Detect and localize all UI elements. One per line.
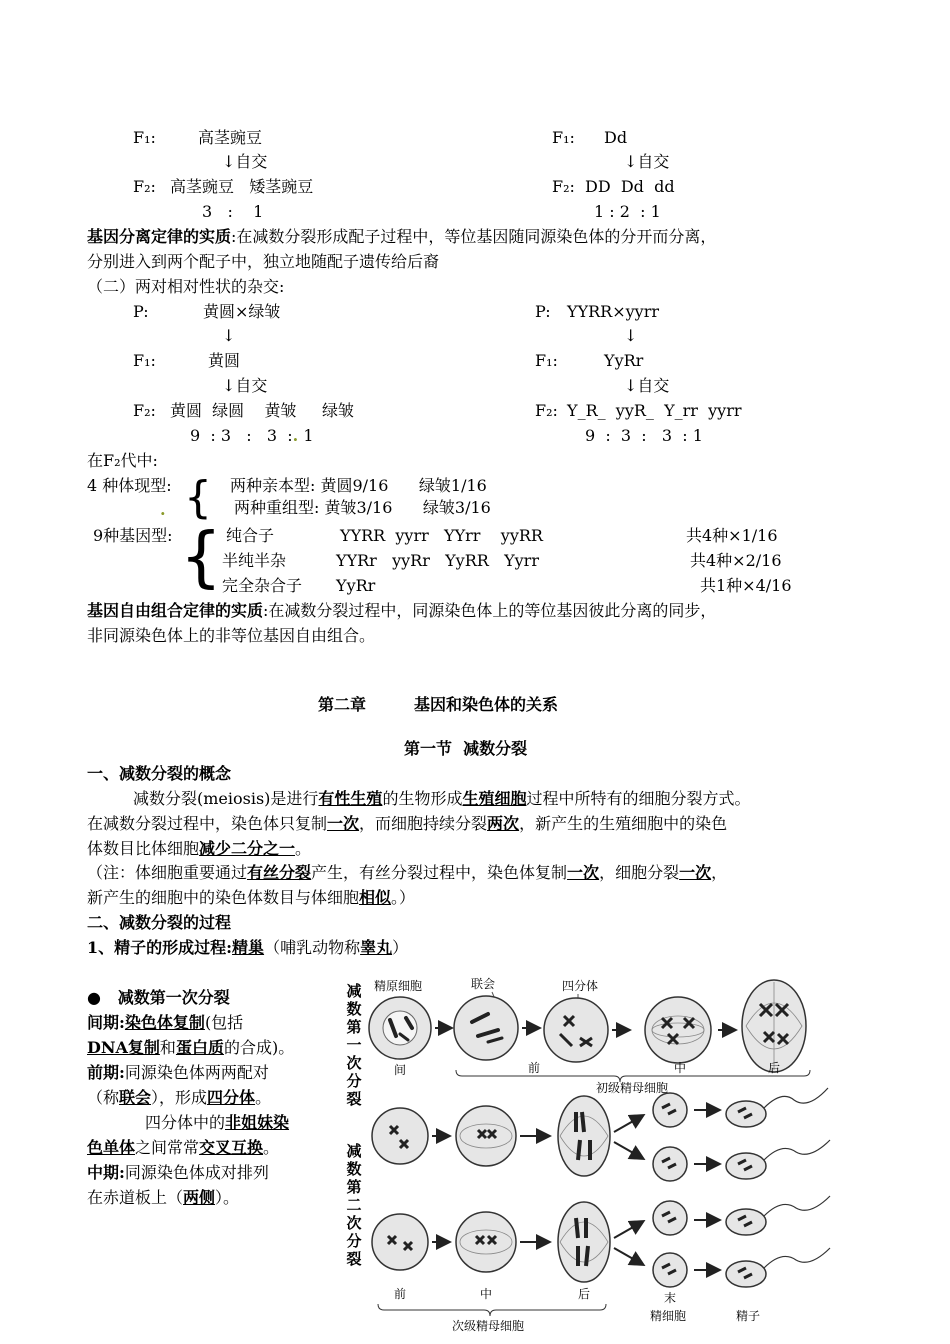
- cell-metaphase2-a: [456, 1106, 516, 1166]
- segregation-law-text: :在减数分裂形成配子过程中，等位基因随同源染色体的分开而分离，: [231, 227, 717, 246]
- genotype-row-count: 共4种×2/16: [690, 551, 782, 570]
- cross1-f2-label: F₂:: [133, 177, 156, 196]
- bottom-anaphase-label: 后: [578, 1287, 591, 1301]
- key-term: 减少二分之一: [199, 839, 296, 858]
- text: 产生，有丝分裂过程中，染色体复制: [311, 863, 568, 882]
- segregation-law-line1: [87, 227, 716, 247]
- row2-label-char: 数: [346, 1160, 362, 1178]
- chapter-title: 基因和染色体的关系: [414, 695, 559, 714]
- cross2-ratio-main: 9 : 3 : 3 :: [190, 426, 293, 445]
- concept-note-line1: [87, 863, 727, 883]
- row1-label-char: 减: [346, 982, 362, 1000]
- key-term: 非姐妹染: [225, 1113, 290, 1132]
- spermatogenesis-diagram: [338, 970, 850, 1338]
- text: ）: [392, 938, 409, 957]
- cross2-f2-value: 黄圆 绿圆 黄皱 绿皱: [170, 401, 354, 420]
- concept-paragraph-line3: [87, 839, 311, 859]
- cross2-ratio: [190, 426, 314, 446]
- key-term: 睾丸: [360, 938, 393, 957]
- row1-label-char: 分: [346, 1072, 362, 1090]
- text: （注：体细胞重要通过: [87, 863, 248, 882]
- row1-label-char: 数: [346, 1000, 362, 1018]
- key-term: DNA复制: [87, 1038, 160, 1057]
- concept-paragraph-line1: [133, 789, 750, 809]
- genotype-row-count: 共4种×1/16: [686, 526, 778, 545]
- synapsis-label: 联会: [471, 977, 496, 991]
- text: 四分体中的: [145, 1113, 226, 1132]
- key-term: 一次: [567, 863, 600, 882]
- text: ）。: [215, 1188, 240, 1207]
- cross2-right-f2-value: Y_R_ yyR_ Y_rr yyrr: [567, 401, 742, 420]
- cross2-right-f1-value: YyRr: [604, 351, 644, 370]
- row1-label-char: 一: [346, 1036, 362, 1054]
- cross2-f2-label: F₂:: [133, 401, 156, 420]
- cross2-arrow: ↓: [222, 326, 236, 345]
- stage-label: 前期:: [87, 1063, 125, 1082]
- key-term: 有性生殖: [318, 789, 383, 808]
- metaphase-line1: [87, 1163, 269, 1183]
- cell-spermatid-3: [653, 1201, 687, 1235]
- text: 在赤道板上（: [87, 1188, 184, 1207]
- phenotypes-brace: {: [184, 472, 212, 523]
- primary-spermatocyte-label: 初级精母细胞: [596, 1081, 669, 1095]
- cell-prophase2-b: [372, 1214, 428, 1270]
- independent-law-line2: 非同源染色体上的非等位基因自由组合。: [87, 626, 376, 645]
- chapter-number: 第二章: [318, 695, 367, 714]
- tetrad-line1: [145, 1113, 289, 1133]
- cell-spermatid-1: [653, 1093, 687, 1127]
- cross2-right-p-value: YYRR×yyrr: [567, 302, 659, 321]
- cell-spermatid-2: [653, 1147, 687, 1181]
- phenotypes-line1: 两种亲本型: 黄圆9/16 绿皱1/16: [230, 476, 487, 495]
- key-term: 蛋白质: [175, 1038, 224, 1057]
- key-term: 两次: [487, 814, 520, 833]
- cross1-right-ratio: 1 : 2 : 1: [594, 202, 661, 221]
- stage-prophase-label: 前: [528, 1061, 541, 1075]
- f2-intro: 在F₂代中:: [87, 451, 158, 470]
- text: ，细胞分裂: [599, 863, 680, 882]
- independent-law-title: 基因自由组合定律的实质: [87, 601, 264, 620]
- text: （称: [87, 1088, 120, 1107]
- tetrad-line2: [87, 1138, 279, 1158]
- text: 。: [295, 839, 312, 858]
- secondary-spermatocyte-label: 次级精母细胞: [452, 1319, 525, 1333]
- concept-paragraph-line2: [87, 814, 727, 834]
- text: 。: [263, 1138, 280, 1157]
- cell-tetrad: [544, 998, 608, 1062]
- key-term: 一次: [679, 863, 712, 882]
- key-term: 四分体: [207, 1088, 256, 1107]
- genotype-row-count: 共1种×4/16: [700, 576, 792, 595]
- cross1-right-selfcross: ↓自交: [624, 152, 670, 171]
- cross2-selfcross: ↓自交: [222, 376, 268, 395]
- cross2-p-value: 黄圆×绿皱: [203, 302, 281, 321]
- section-title: 第一节 减数分裂: [404, 739, 528, 758]
- cell-metaphase1: [645, 997, 711, 1063]
- cross1-f2-value: 高茎豌豆 矮茎豌豆: [170, 177, 314, 196]
- process-heading: 二、减数分裂的过程: [87, 913, 232, 932]
- cross1-f1-value: 高茎豌豆: [198, 128, 263, 147]
- interphase-line2: [87, 1038, 294, 1058]
- cross2-right-selfcross: ↓自交: [624, 376, 670, 395]
- row2-label-char: 裂: [346, 1250, 362, 1268]
- cross2-right-arrow: ↓: [624, 326, 638, 345]
- sperm-4: [726, 1248, 830, 1287]
- segregation-law-line2: 分别进入到两个配子中，独立地随配子遗传给后裔: [87, 252, 440, 271]
- row2-label-char: 分: [346, 1232, 362, 1250]
- text: 减数分裂(meiosis)是进行: [133, 789, 319, 808]
- cross2-right-p-label: P:: [535, 302, 551, 321]
- text: （哺乳动物称: [264, 938, 361, 957]
- segregation-law-title: 基因分离定律的实质: [87, 227, 232, 246]
- cross1-right-f2-value: DD Dd dd: [585, 177, 675, 196]
- key-term: 生殖细胞: [462, 789, 527, 808]
- cell-synapsis: [454, 996, 518, 1060]
- cross1-ratio: 3 : 1: [202, 202, 264, 221]
- genotype-row-genes: YYRr yyRr YyRR Yyrr: [336, 551, 539, 570]
- cross2-right-ratio: 9 : 3 : 3 : 1: [585, 426, 703, 445]
- cross1-selfcross: ↓自交: [222, 152, 268, 171]
- key-term: 相似: [359, 888, 392, 907]
- text: 体数目比体细胞: [87, 839, 200, 858]
- stage-metaphase-label: 中: [674, 1061, 687, 1075]
- sperm-2: [726, 1140, 830, 1179]
- stage-anaphase-label: 后: [768, 1061, 781, 1075]
- cross2-f1-value: 黄圆: [208, 351, 241, 370]
- cross1-right-f1-label: F₁:: [552, 128, 575, 147]
- genotype-row-type: 纯合子: [226, 526, 275, 545]
- text: 同源染色体两两配对: [124, 1063, 269, 1082]
- genotype-row-type: 半纯半杂: [222, 551, 287, 570]
- genotypes-label: 9种基因型:: [93, 526, 173, 545]
- row1-label-char: 次: [346, 1054, 362, 1072]
- spermatid-label: 精细胞: [650, 1309, 687, 1323]
- prophase-line2: [87, 1088, 271, 1108]
- key-term: 有丝分裂: [247, 863, 312, 882]
- text: 的合成)。: [223, 1038, 295, 1057]
- metaphase-line2: [87, 1188, 239, 1208]
- bottom-telophase-label: 末: [664, 1291, 677, 1305]
- text: 的生物形成: [382, 789, 463, 808]
- bullet-icon: ●: [87, 988, 101, 1007]
- row2-label-char: 第: [346, 1178, 362, 1196]
- phenotypes-label: 4 种体现型:: [87, 476, 172, 495]
- text: 同源染色体成对排列: [124, 1163, 269, 1182]
- bottom-metaphase-label: 中: [480, 1287, 493, 1301]
- text: 。）: [391, 888, 416, 907]
- section-two-traits: （二）两对相对性状的杂交:: [87, 277, 285, 296]
- cross2-p-label: P:: [133, 302, 149, 321]
- key-term: 染色体复制: [124, 1013, 205, 1032]
- interphase-line1: [87, 1013, 243, 1033]
- row1-label-char: 第: [346, 1018, 362, 1036]
- row2-label-char: 减: [346, 1142, 362, 1160]
- key-term: 交叉互换: [199, 1138, 264, 1157]
- independent-law-text: :在减数分裂过程中，同源染色体上的等位基因彼此分离的同步，: [263, 601, 717, 620]
- cross1-right-f1-value: Dd: [604, 128, 628, 147]
- genotype-row-genes: YYRR yyrr YYrr yyRR: [340, 526, 543, 545]
- cell-anaphase1: [742, 980, 806, 1072]
- cross2-ratio-end: 1: [298, 426, 314, 445]
- key-term: 一次: [327, 814, 360, 833]
- sperm-3: [726, 1196, 830, 1235]
- cell-prophase2-a: [372, 1108, 428, 1164]
- text: 1、精子的形成过程:: [87, 938, 233, 957]
- cell-anaphase2-a: [558, 1096, 610, 1176]
- prophase-line1: [87, 1063, 269, 1083]
- genotype-row-genes: YyRr: [336, 576, 376, 595]
- key-term: 两侧: [183, 1188, 216, 1207]
- key-term: 精巢: [232, 938, 265, 957]
- cell-spermatid-4: [653, 1253, 687, 1287]
- phenotypes-line2: 两种重组型: 黄皱3/16 绿皱3/16: [234, 498, 491, 517]
- bottom-prophase-label: 前: [394, 1287, 407, 1301]
- text: 之间常常: [135, 1138, 200, 1157]
- concept-note-line2: [87, 888, 415, 908]
- text: ，而细胞持续分裂: [359, 814, 488, 833]
- sperm-1: [726, 1088, 828, 1127]
- text: ），形成: [151, 1088, 208, 1107]
- cross2-ratio-dot: .: [292, 426, 299, 445]
- text: 新产生的细胞中的染色体数目与体细胞: [87, 888, 360, 907]
- text: 在减数分裂过程中，染色体只复制: [87, 814, 328, 833]
- sperm-formation-line: [87, 938, 408, 958]
- text: 和: [159, 1038, 176, 1057]
- cross1-right-f2-label: F₂:: [552, 177, 575, 196]
- phenotypes-dot: .: [160, 500, 166, 519]
- text: ，: [711, 863, 728, 882]
- genotypes-brace: {: [180, 518, 222, 595]
- sperm-label: 精子: [736, 1309, 761, 1323]
- cell-anaphase2-b: [558, 1202, 610, 1282]
- meiosis1-title-line: [87, 988, 230, 1008]
- cross2-right-f2-label: F₂:: [535, 401, 558, 420]
- text: (包括: [204, 1013, 244, 1032]
- text: 过程中所特有的细胞分裂方式。: [526, 789, 751, 808]
- row1-label-char: 裂: [346, 1090, 362, 1108]
- row2-label-char: 次: [346, 1214, 362, 1232]
- text: 。: [255, 1088, 272, 1107]
- stage-label: 中期:: [87, 1163, 125, 1182]
- genotype-row-type: 完全杂合子: [222, 576, 303, 595]
- spermatogonium-label: 精原细胞: [374, 979, 423, 993]
- text: ，新产生的生殖细胞中的染色: [519, 814, 728, 833]
- key-term: 联会: [119, 1088, 152, 1107]
- stage-interphase-label: 间: [394, 1063, 407, 1077]
- tetrad-label: 四分体: [562, 979, 599, 993]
- stage-label: 间期:: [87, 1013, 125, 1032]
- cross2-f1-label: F₁:: [133, 351, 156, 370]
- row2-label-char: 二: [346, 1196, 362, 1214]
- cross2-right-f1-label: F₁:: [535, 351, 558, 370]
- meiosis1-title: 减数第一次分裂: [117, 988, 230, 1007]
- concept-heading: 一、减数分裂的概念: [87, 764, 232, 783]
- key-term: 色单体: [87, 1138, 136, 1157]
- cross1-f1-label: F₁:: [133, 128, 156, 147]
- cell-interphase: [369, 997, 431, 1059]
- cell-metaphase2-b: [456, 1212, 516, 1272]
- independent-law-line1: [87, 601, 716, 621]
